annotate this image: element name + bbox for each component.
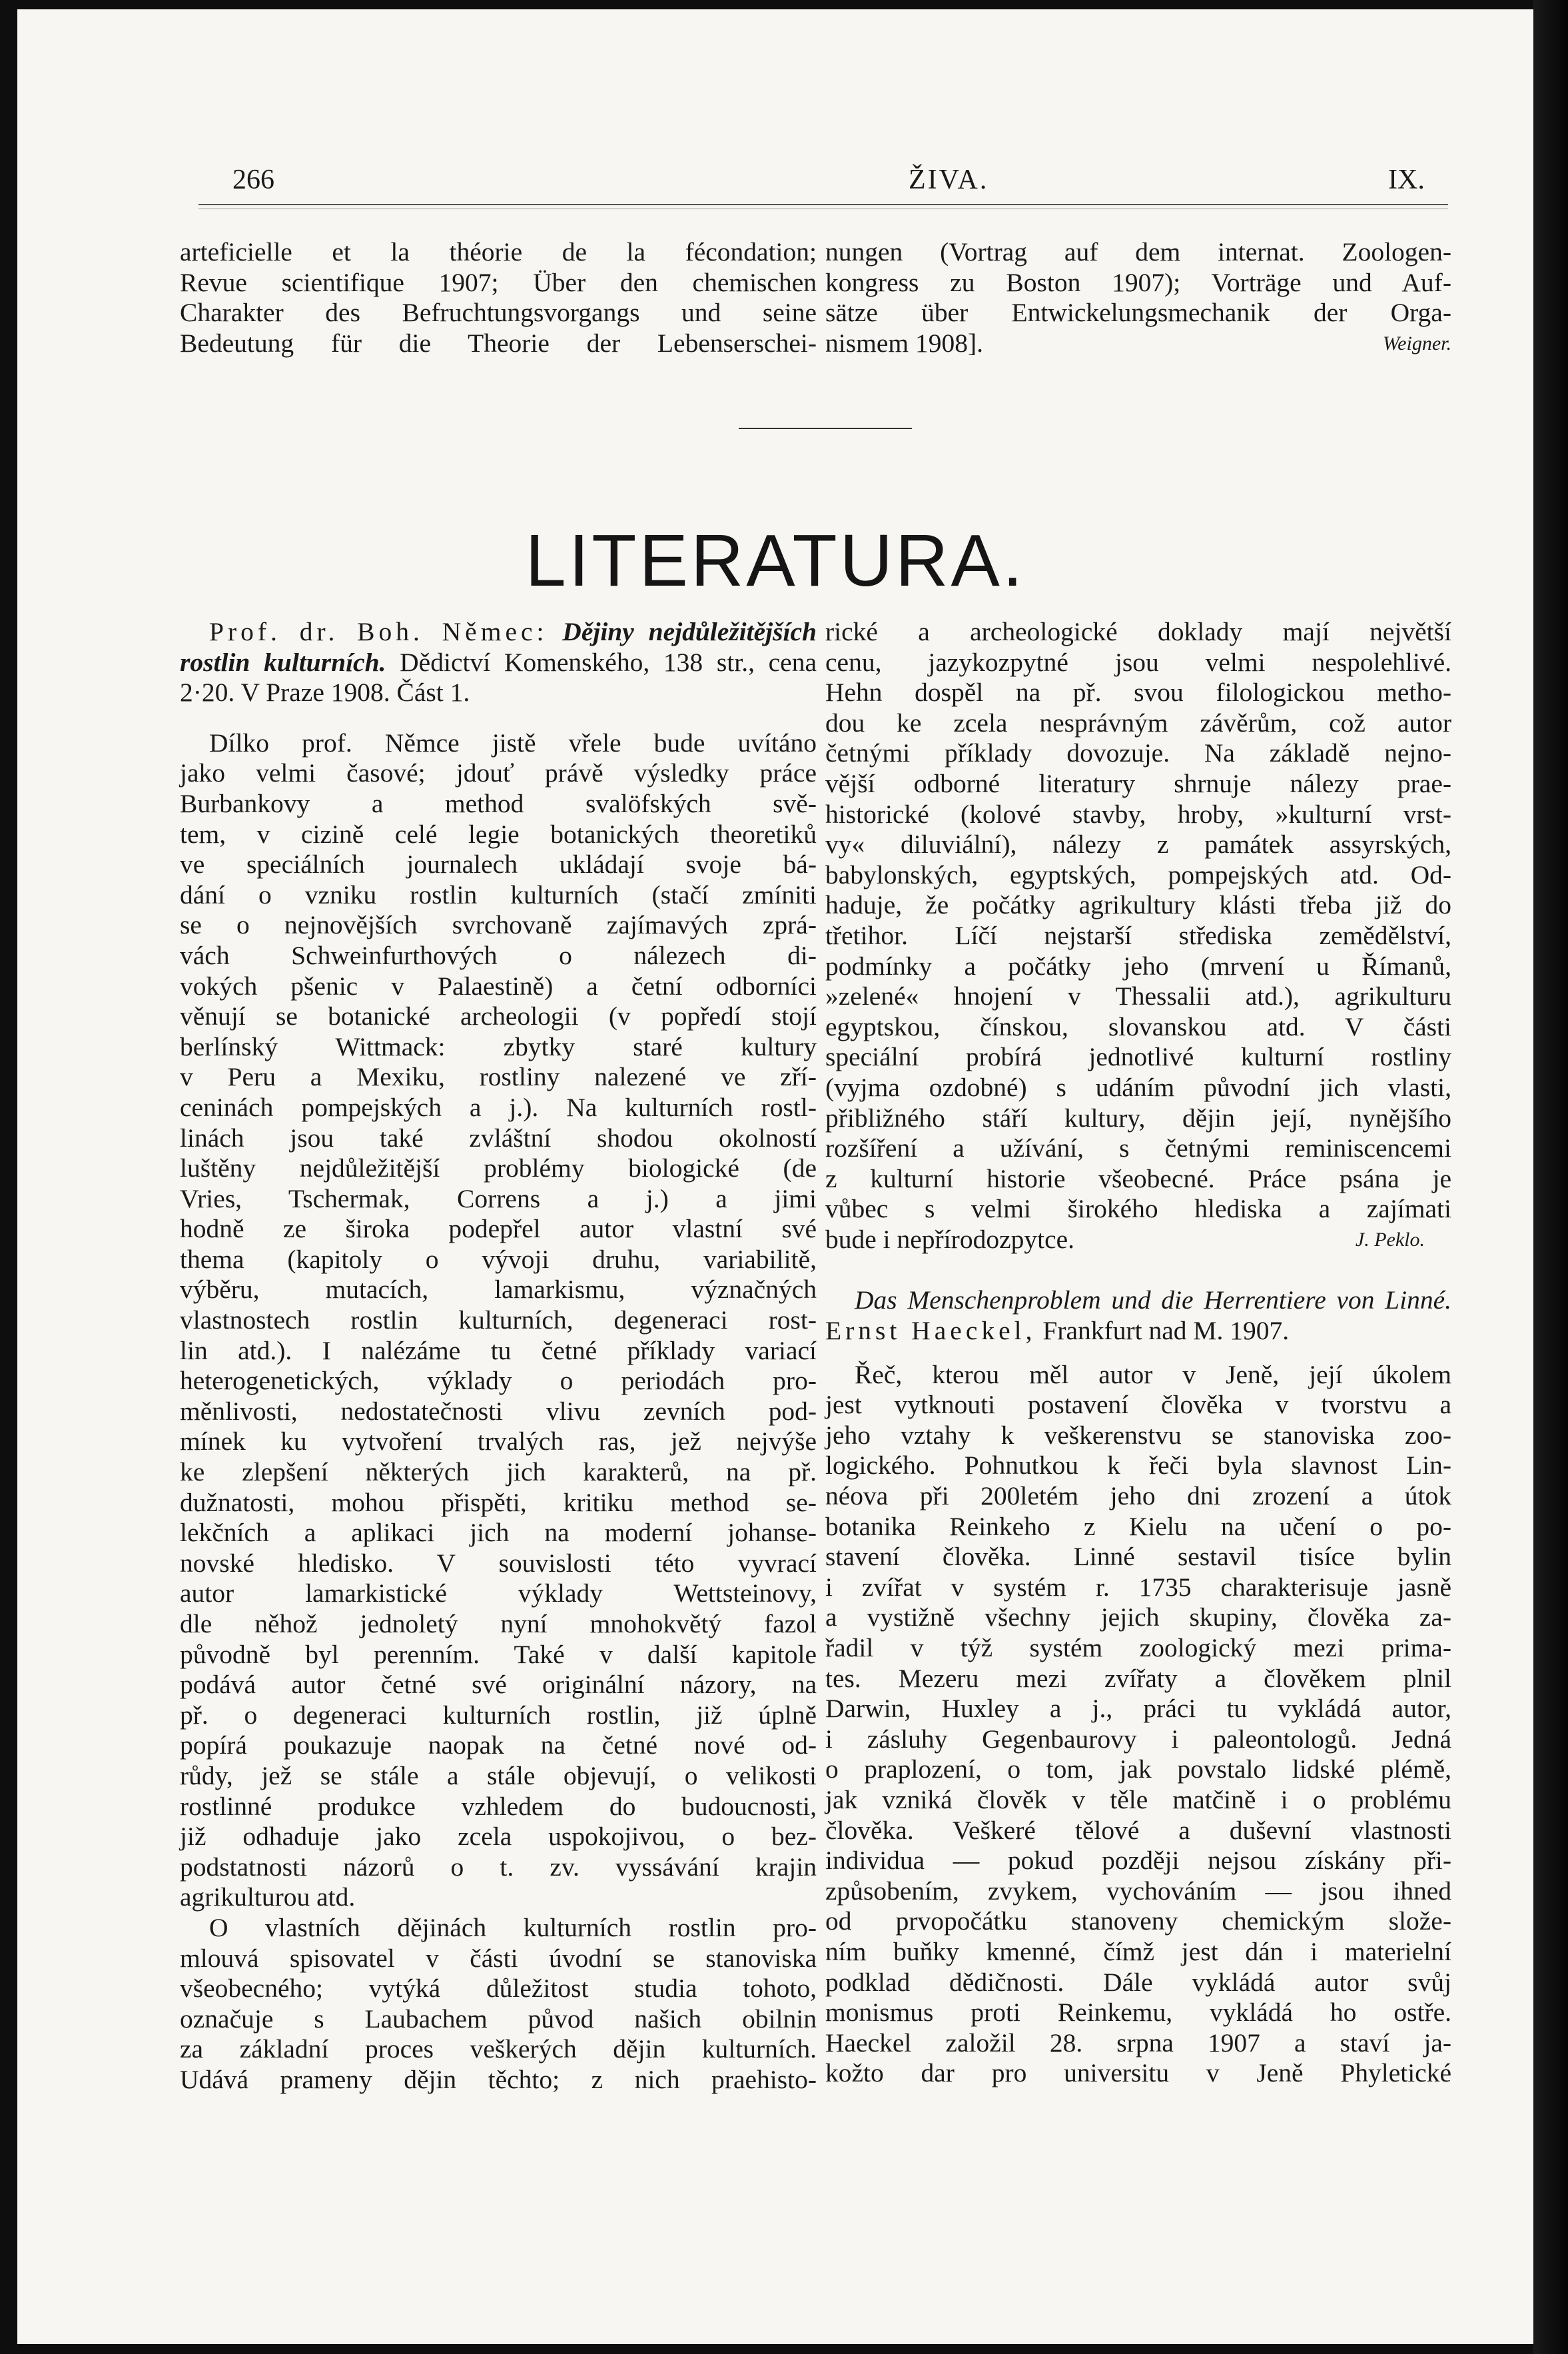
- text-line: speciální probírá jednotlivé kulturní rostliny: [825, 1042, 1451, 1072]
- text-line: monismus proti Reinkemu, vykládá ho ostře.: [825, 1998, 1451, 2028]
- text-line: Haeckel založil 28. srpna 1907 a staví ja-: [825, 2028, 1451, 2058]
- header-rule: [198, 204, 1448, 205]
- text-line: Vries, Tschermak, Correns a j.) a jimi: [180, 1183, 817, 1213]
- text-line: přibližného stáří kultury, dějin její, nynějšího: [825, 1103, 1451, 1133]
- reviewer-signature: J. Peklo.: [1355, 1228, 1425, 1251]
- text-line: kožto dar pro universitu v Jeně Phyletické: [825, 2058, 1451, 2088]
- text-line: logického. Pohnutkou k řeči byla slavnost Lin-: [825, 1451, 1451, 1480]
- text-line: »zelené« hnojení v Thessalii atd.), agrikulturu: [825, 981, 1451, 1011]
- text-line: [825, 1225, 1451, 1255]
- text-line: mínek ku vytvoření trvalých ras, jež nejvýše: [180, 1427, 817, 1457]
- text-line: Hehn dospěl na př. svou filologickou metho-: [825, 678, 1451, 708]
- text-line: botanika Reinkeho z Kielu na učení o po-: [825, 1511, 1451, 1541]
- text-line: označuje s Laubachem původ našich obilnin: [180, 2004, 817, 2034]
- text-line: vokých pšenic v Palaestině) a četní odborníci: [180, 971, 817, 1001]
- text-line: podstatnosti názorů o t. zv. vyssávání krajin: [180, 1852, 817, 1882]
- text-line: popírá poukazuje naopak na četné nové od-: [180, 1730, 817, 1760]
- page-number: 266: [232, 165, 274, 195]
- text-line: néova při 200letém jeho dni zrození a útok: [825, 1481, 1451, 1511]
- text-line: haduje, že počátky agrikultury klásti třeba již do: [825, 890, 1451, 920]
- right-column: [825, 617, 1451, 2089]
- text-line: novské hledisko. V souvislosti této vyvrací: [180, 1548, 817, 1578]
- text-line: Revue scientifique 1907; Über den chemischen: [180, 267, 817, 297]
- intro-right-column: [825, 237, 1451, 358]
- text-line: O vlastních dějinách kulturních rostlin pro-: [209, 1912, 817, 1942]
- text-line: rostlinné produkce vzhledem do budoucnosti,: [180, 1791, 817, 1821]
- scan-border: [1533, 0, 1568, 2354]
- text-line: (vyjma ozdobné) s udáním původní jich vlasti,: [825, 1072, 1451, 1102]
- review2-publication: Frankfurt nad M. 1907.: [1042, 1316, 1290, 1346]
- spacer: [180, 708, 817, 728]
- document-page: [17, 9, 1533, 2344]
- text-line: již odhaduje jako zcela uspokojivou, o bez-: [180, 1822, 817, 1852]
- text-line: četnými příklady dovozuje. Na základě nejno-: [825, 738, 1451, 768]
- text-line: rozšíření a užívání, s četnými reminiscencemi: [825, 1133, 1451, 1163]
- section-title: LITERATURA.: [525, 520, 1026, 602]
- text-line: jako velmi časové; jdouť právě výsledky práce: [180, 758, 817, 788]
- text-line: individua — pokud později nejsou získány při-: [825, 1846, 1451, 1876]
- text-line: ve speciálních journalech ukládají svoje bá-: [180, 850, 817, 880]
- review1-paragraph-1: [180, 728, 817, 1913]
- text-line: od prvopočátku stanoveny chemickým slože-: [825, 1906, 1451, 1936]
- review1-author: Prof. dr. Boh. Němec:: [209, 617, 548, 646]
- text-line: luštěny nejdůležitější problémy biologické (de: [180, 1153, 817, 1183]
- text-line: dou ke zcela nesprávným závěrům, což autor: [825, 708, 1451, 738]
- review2-citation: [825, 1285, 1451, 1346]
- text-line: tes. Mezeru mezi zvířaty a člověkem plnil: [825, 1663, 1451, 1693]
- text-line: [825, 328, 1451, 359]
- intro-left-column: [180, 237, 817, 358]
- text-line: autor lamarkistické výklady Wettsteinovy,: [180, 1578, 817, 1608]
- text-line: vější odborné literatury shrnuje nálezy prae-: [825, 768, 1451, 798]
- text-line: za základní proces veškerých dějin kulturních.: [180, 2034, 817, 2064]
- text-line: agrikulturou atd.: [180, 1882, 356, 1912]
- text-line: lin atd.). I nalézáme tu četné příklady variací: [180, 1335, 817, 1365]
- spacer: [825, 1347, 1451, 1360]
- text-line: babylonských, egyptských, pompejských atd. Od-: [825, 860, 1451, 889]
- text-line: i zvířat v systém r. 1735 charakterisuje jasně: [825, 1572, 1451, 1602]
- text-line: heterogenetických, výklady o periodách pro-: [180, 1366, 817, 1396]
- journal-name: ŽIVA.: [909, 165, 989, 195]
- review1-title: Dějiny nejdůležitějších rostlin kulturních.: [180, 617, 817, 677]
- text-line: sätze über Entwickelungsmechanik der Orga-: [825, 298, 1451, 328]
- text-line: věnují se botanické archeologii (v popředí stojí: [180, 1001, 817, 1031]
- text-line: nungen (Vortrag auf dem internat. Zoologen-: [825, 237, 1451, 267]
- text-line: i zásluhy Gegenbaurovy i paleontologů. Jedná: [825, 1724, 1451, 1754]
- text-line: třetihor. Líčí nejstarší střediska zemědělství,: [825, 920, 1451, 950]
- text-line: podklad dědičnosti. Dále vykládá autor svůj: [825, 1967, 1451, 1997]
- text-line: všeobecného; vytýká důležitost studia tohoto,: [180, 1974, 817, 2004]
- text-line: linách jsou také zvláštní shodou okolností: [180, 1123, 817, 1153]
- text-line: Bedeutung für die Theorie der Lebenserschei-: [180, 328, 817, 358]
- text-line: o praplození, o tom, jak povstalo lidské plémě,: [825, 1754, 1451, 1784]
- text-line: se o nejnovějších svrchovaně zajímavých zprá-: [180, 910, 817, 940]
- review2-body: [825, 1360, 1451, 2089]
- section-separator: [739, 428, 912, 429]
- text-line: v Peru a Mexiku, rostliny nalezené ve zří-: [180, 1062, 817, 1092]
- text-line: egyptskou, čínskou, slovanskou atd. V části: [825, 1011, 1451, 1041]
- text-line: Burbankovy a method svalöfských svě-: [180, 788, 817, 818]
- text-line: vůbec s velmi širokého hlediska a zajímati: [825, 1194, 1451, 1224]
- text-line: dle něhož jednoletý nyní mnohokvětý fazol: [180, 1609, 817, 1638]
- review2-title: Das Menschenproblem und die Herrentiere von Linné.: [855, 1285, 1451, 1315]
- review1-publication: Dědictví Komenského, 138 str., cena 2·20. V Praze 1908. Část 1.: [180, 647, 817, 708]
- text-line: jak vzniká člověk v těle matčině i o problému: [825, 1784, 1451, 1814]
- text-line: arteficielle et la théorie de la fécondation;: [180, 237, 817, 267]
- text-line: historické (kolové stavby, hroby, »kulturní vrst-: [825, 799, 1451, 829]
- text-line: vách Schweinfurthových o nálezech di-: [180, 940, 817, 970]
- text-line: lekčních a aplikaci jich na moderní johanse-: [180, 1518, 817, 1548]
- text-line: původně byl perenním. Také v další kapitole: [180, 1639, 817, 1669]
- text-line: dužnatosti, mohou přispěti, kritiku method se-: [180, 1487, 817, 1517]
- text-fragment: nismem 1908].: [825, 328, 983, 358]
- text-line: př. o degeneraci kulturních rostlin, již úplně: [180, 1700, 817, 1730]
- review1-paragraph-2: [180, 1913, 817, 2095]
- text-line: berlínský Wittmack: zbytky staré kultury: [180, 1031, 817, 1061]
- volume-number: IX.: [1388, 165, 1425, 195]
- text-line: měnlivosti, nedostatečnosti vlivu zevních pod-: [180, 1396, 817, 1426]
- text-line: řadil v týž systém zoologický mezi prima-: [825, 1633, 1451, 1662]
- text-line: mlouvá spisovatel v části úvodní se stanoviska: [180, 1943, 817, 1973]
- text-line: výběru, mutacích, lamarkismu, význačných: [180, 1275, 817, 1305]
- review2-author: Ernst Haeckel,: [825, 1316, 1036, 1346]
- text-line: růdy, jež se stále a stále objevují, o velikosti: [180, 1760, 817, 1790]
- spacer: [825, 1255, 1451, 1285]
- text-line: ke zlepšení některých jich karakterů, na př.: [180, 1457, 817, 1487]
- text-line: stavení člověka. Linné sestavil tisíce bylin: [825, 1542, 1451, 1572]
- text-line: cenu, jazykozpytné jsou velmi nespolehlivé.: [825, 647, 1451, 677]
- text-line: jeho vztahy k veškerenstvu se stanoviska zoo-: [825, 1420, 1451, 1450]
- text-line: Dílko prof. Němce jistě vřele bude uvítáno: [209, 728, 817, 758]
- text-line: Udává prameny dějin těchto; z nich praehisto-: [180, 2064, 817, 2094]
- text-fragment: bude i nepřírodozpytce.: [825, 1224, 1075, 1254]
- text-line: ním buňky kmenné, čímž jest dán i materielní: [825, 1936, 1451, 1966]
- text-line: a vystižně všechny jejich skupiny, člověka za-: [825, 1602, 1451, 1632]
- review1-citation: [180, 617, 817, 708]
- text-line: z kulturní historie všeobecné. Práce psána je: [825, 1163, 1451, 1193]
- text-line: vy« diluviální), nálezy z památek assyrských,: [825, 830, 1451, 860]
- text-line: podává autor četné své originální názory, na: [180, 1670, 817, 1700]
- text-line: Charakter des Befruchtungsvorgangs und seine: [180, 298, 817, 328]
- text-line: rické a archeologické doklady mají největší: [825, 617, 1451, 646]
- text-line: kongress zu Boston 1907); Vorträge und Auf-: [825, 267, 1451, 297]
- review1-continuation: [825, 617, 1451, 1255]
- text-line: tem, v cizině celé legie botanických theoretiků: [180, 819, 817, 849]
- text-line: Darwin, Huxley a j., práci tu vykládá autor,: [825, 1694, 1451, 1724]
- text-line: vlastnostech rostlin kulturních, degeneraci rost-: [180, 1305, 817, 1335]
- text-line: ceninách pompejských a j.). Na kulturních rostl-: [180, 1092, 817, 1122]
- review1-left-column: [180, 617, 817, 2095]
- text-line: jest vytknouti postavení člověka v tvorstvu a: [825, 1390, 1451, 1420]
- text-line: podmínky a počátky jeho (mrvení u Římanů,: [825, 951, 1451, 981]
- author-signature: Weigner.: [1382, 332, 1451, 354]
- text-line: člověka. Veškeré tělové a duševní vlastnosti: [825, 1815, 1451, 1845]
- text-line: Řeč, kterou měl autor v Jeně, její úkolem: [855, 1359, 1451, 1389]
- text-line: hodně ze široka podepřel autor vlastní své: [180, 1214, 817, 1244]
- text-line: dání o vzniku rostlin kulturních (stačí zmíniti: [180, 880, 817, 909]
- running-header: [169, 164, 1423, 204]
- text-line: způsobením, zvykem, vychováním — jsou ihned: [825, 1876, 1451, 1906]
- text-line: thema (kapitoly o vývoji druhu, variabilitě,: [180, 1244, 817, 1274]
